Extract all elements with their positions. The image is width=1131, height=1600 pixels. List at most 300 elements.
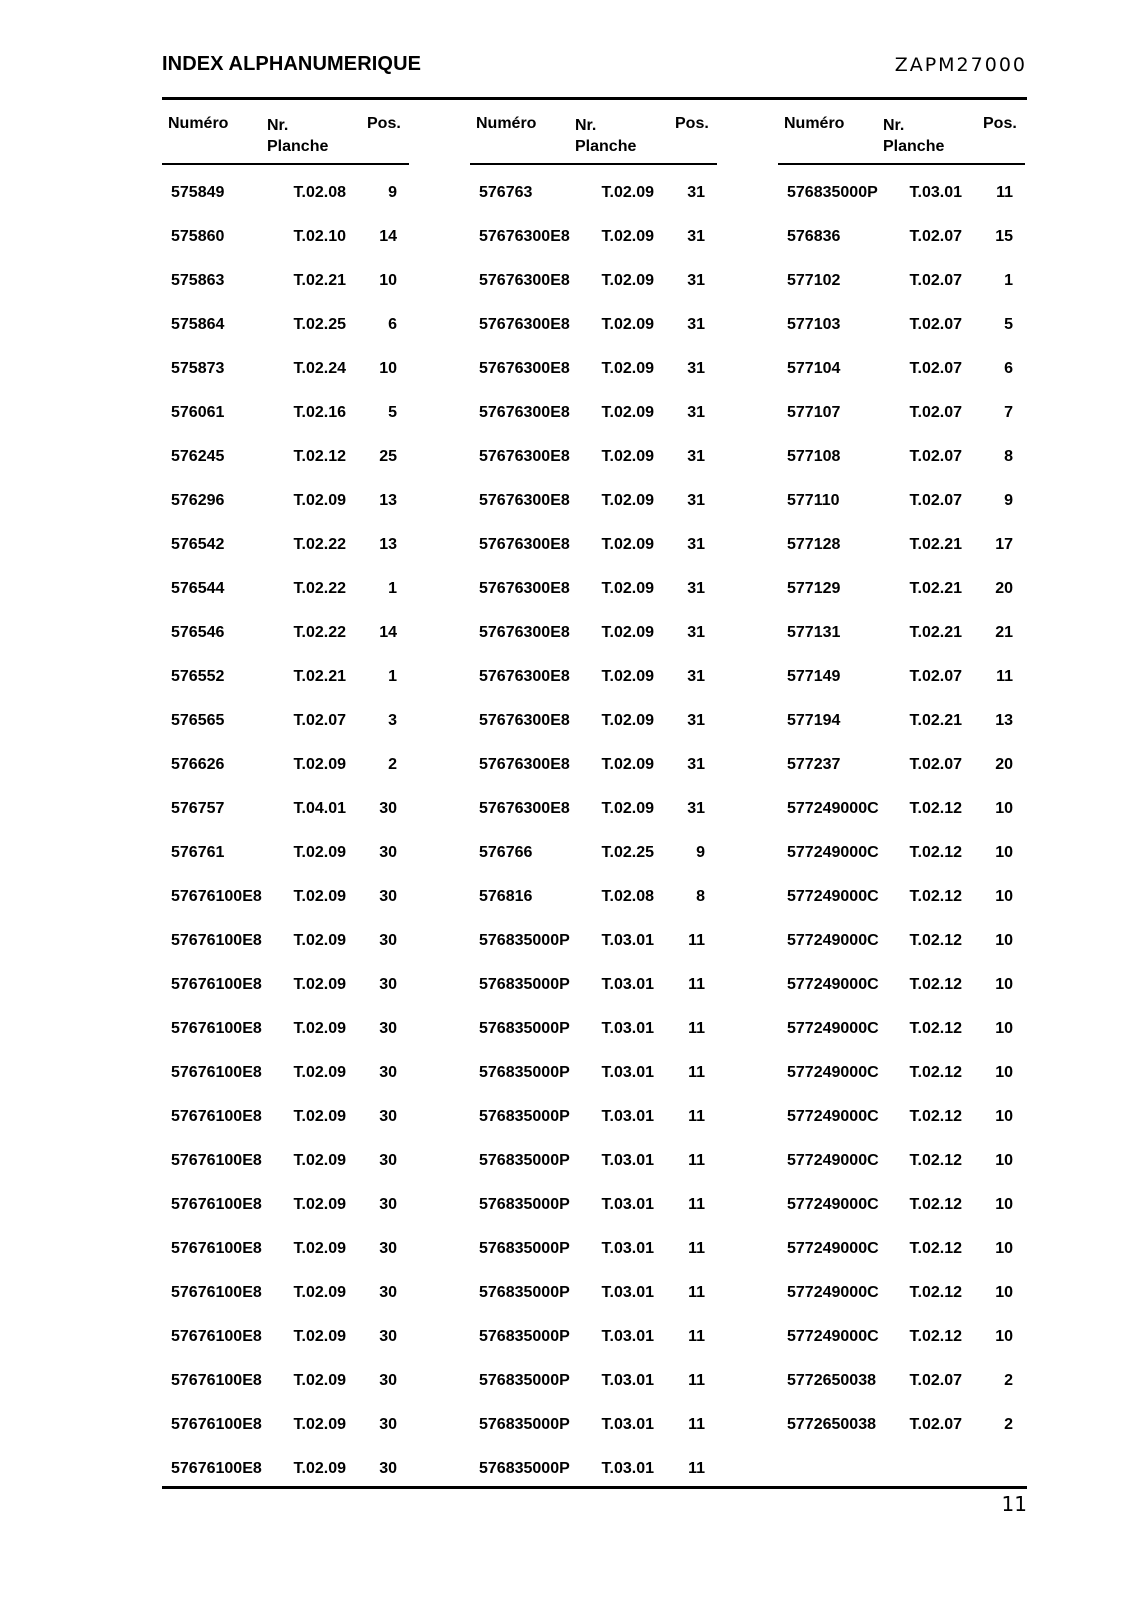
table-row <box>162 832 409 876</box>
header-planche: Planche <box>267 138 329 155</box>
table-row <box>778 260 1025 304</box>
planche-number: T.03.01 <box>601 1328 654 1345</box>
part-number: 576565 <box>171 712 225 729</box>
planche-number: T.02.09 <box>601 316 654 333</box>
part-number: 576816 <box>479 888 533 905</box>
planche-number: T.02.16 <box>293 404 346 421</box>
table-row <box>162 348 409 392</box>
table-row <box>778 216 1025 260</box>
planche-number: T.02.12 <box>909 1152 962 1169</box>
header-nr: Nr. <box>575 117 597 134</box>
part-number: 57676100E8 <box>171 1240 262 1257</box>
table-row <box>778 348 1025 392</box>
planche-number: T.02.22 <box>293 536 346 553</box>
part-number: 576835000P <box>479 1152 570 1169</box>
index-rows <box>778 172 1025 1448</box>
table-row <box>162 788 409 832</box>
table-row <box>470 1272 717 1316</box>
planche-number: T.03.01 <box>601 1240 654 1257</box>
position-number: 9 <box>388 184 397 201</box>
part-number: 577194 <box>787 712 841 729</box>
position-number: 30 <box>379 1064 397 1081</box>
position-number: 10 <box>995 800 1013 817</box>
part-number: 576835000P <box>479 1196 570 1213</box>
part-number: 577249000C <box>787 1328 879 1345</box>
position-number: 10 <box>995 1020 1013 1037</box>
planche-number: T.02.12 <box>909 1108 962 1125</box>
position-number: 31 <box>687 272 705 289</box>
part-number: 57676100E8 <box>171 1020 262 1037</box>
table-row <box>470 1052 717 1096</box>
part-number: 576835000P <box>479 1328 570 1345</box>
planche-number: T.02.09 <box>601 800 654 817</box>
position-number: 30 <box>379 888 397 905</box>
position-number: 10 <box>995 888 1013 905</box>
header-nr: Nr. <box>883 117 905 134</box>
part-number: 57676100E8 <box>171 1284 262 1301</box>
part-number: 576296 <box>171 492 225 509</box>
planche-number: T.02.09 <box>601 360 654 377</box>
table-row <box>778 744 1025 788</box>
planche-number: T.02.07 <box>909 316 962 333</box>
part-number: 576835000P <box>787 184 878 201</box>
table-row <box>470 524 717 568</box>
part-number: 576757 <box>171 800 225 817</box>
part-number: 57676300E8 <box>479 668 570 685</box>
planche-number: T.02.22 <box>293 580 346 597</box>
position-number: 30 <box>379 1328 397 1345</box>
part-number: 576835000P <box>479 976 570 993</box>
table-row <box>162 524 409 568</box>
part-number: 57676100E8 <box>171 1108 262 1125</box>
planche-number: T.02.07 <box>909 756 962 773</box>
part-number: 5772650038 <box>787 1372 876 1389</box>
planche-number: T.02.07 <box>909 668 962 685</box>
column-header <box>162 97 409 165</box>
part-number: 57676300E8 <box>479 712 570 729</box>
planche-number: T.03.01 <box>601 1196 654 1213</box>
part-number: 576245 <box>171 448 225 465</box>
part-number: 57676100E8 <box>171 1328 262 1345</box>
planche-number: T.02.09 <box>293 1416 346 1433</box>
position-number: 30 <box>379 1240 397 1257</box>
table-row <box>778 832 1025 876</box>
planche-number: T.02.25 <box>293 316 346 333</box>
position-number: 25 <box>379 448 397 465</box>
part-number: 577249000C <box>787 888 879 905</box>
part-number: 57676300E8 <box>479 624 570 641</box>
table-row <box>470 1184 717 1228</box>
planche-number: T.02.09 <box>601 536 654 553</box>
table-row <box>470 260 717 304</box>
position-number: 31 <box>687 712 705 729</box>
part-number: 576544 <box>171 580 225 597</box>
planche-number: T.02.07 <box>909 272 962 289</box>
position-number: 31 <box>687 492 705 509</box>
part-number: 577249000C <box>787 1240 879 1257</box>
planche-number: T.02.12 <box>909 1020 962 1037</box>
table-row <box>470 1360 717 1404</box>
table-row <box>778 1272 1025 1316</box>
part-number: 576835000P <box>479 1064 570 1081</box>
table-row <box>162 260 409 304</box>
planche-number: T.02.08 <box>293 184 346 201</box>
table-row <box>778 964 1025 1008</box>
planche-number: T.02.09 <box>293 888 346 905</box>
planche-number: T.02.08 <box>601 888 654 905</box>
planche-number: T.02.12 <box>909 932 962 949</box>
planche-number: T.02.07 <box>909 1372 962 1389</box>
planche-number: T.02.09 <box>293 1108 346 1125</box>
part-number: 576835000P <box>479 1240 570 1257</box>
table-row <box>162 1052 409 1096</box>
part-number: 577249000C <box>787 1284 879 1301</box>
table-row <box>778 392 1025 436</box>
position-number: 13 <box>995 712 1013 729</box>
position-number: 11 <box>688 1196 705 1213</box>
table-row <box>162 612 409 656</box>
planche-number: T.03.01 <box>601 1372 654 1389</box>
planche-number: T.02.09 <box>293 756 346 773</box>
table-row <box>778 1360 1025 1404</box>
table-row <box>470 304 717 348</box>
planche-number: T.02.09 <box>601 492 654 509</box>
part-number: 577249000C <box>787 932 879 949</box>
part-number: 575873 <box>171 360 225 377</box>
table-row <box>470 1140 717 1184</box>
page-title: INDEX ALPHANUMERIQUE <box>162 53 422 75</box>
planche-number: T.03.01 <box>909 184 962 201</box>
part-number: 576626 <box>171 756 225 773</box>
planche-number: T.02.07 <box>909 1416 962 1433</box>
position-number: 1 <box>388 668 397 685</box>
position-number: 11 <box>688 1372 705 1389</box>
table-row <box>162 304 409 348</box>
document-code: ZAPM27000 <box>894 54 1027 76</box>
header-nr: Nr. <box>267 117 289 134</box>
part-number: 577129 <box>787 580 841 597</box>
table-row <box>470 1316 717 1360</box>
table-row <box>162 1008 409 1052</box>
table-row <box>162 1272 409 1316</box>
position-number: 31 <box>687 316 705 333</box>
part-number: 577237 <box>787 756 841 773</box>
table-row <box>470 568 717 612</box>
index-rows <box>470 172 717 1492</box>
planche-number: T.02.12 <box>909 976 962 993</box>
table-row <box>778 480 1025 524</box>
part-number: 577249000C <box>787 976 879 993</box>
planche-number: T.02.22 <box>293 624 346 641</box>
table-row <box>778 656 1025 700</box>
planche-number: T.02.09 <box>601 756 654 773</box>
part-number: 577103 <box>787 316 841 333</box>
planche-number: T.02.09 <box>293 976 346 993</box>
position-number: 11 <box>688 1064 705 1081</box>
position-number: 13 <box>379 492 397 509</box>
position-number: 6 <box>388 316 397 333</box>
table-row <box>470 1404 717 1448</box>
position-number: 11 <box>688 1284 705 1301</box>
planche-number: T.02.07 <box>909 492 962 509</box>
position-number: 20 <box>995 756 1013 773</box>
part-number: 576835000P <box>479 1416 570 1433</box>
position-number: 31 <box>687 184 705 201</box>
part-number: 577128 <box>787 536 841 553</box>
planche-number: T.02.09 <box>601 624 654 641</box>
position-number: 10 <box>995 932 1013 949</box>
table-row <box>162 172 409 216</box>
position-number: 31 <box>687 668 705 685</box>
index-column-3 <box>778 97 1025 1448</box>
part-number: 577249000C <box>787 1108 879 1125</box>
position-number: 31 <box>687 360 705 377</box>
part-number: 576766 <box>479 844 533 861</box>
part-number: 57676100E8 <box>171 976 262 993</box>
planche-number: T.02.09 <box>293 1152 346 1169</box>
planche-number: T.02.09 <box>293 1284 346 1301</box>
part-number: 577249000C <box>787 1064 879 1081</box>
planche-number: T.02.09 <box>601 272 654 289</box>
position-number: 11 <box>688 1108 705 1125</box>
planche-number: T.02.21 <box>293 668 346 685</box>
position-number: 8 <box>1004 448 1013 465</box>
table-row <box>162 1404 409 1448</box>
header-nr-planche <box>883 115 944 157</box>
table-row <box>778 1316 1025 1360</box>
part-number: 577249000C <box>787 1152 879 1169</box>
table-row <box>470 612 717 656</box>
position-number: 30 <box>379 800 397 817</box>
part-number: 57676300E8 <box>479 800 570 817</box>
part-number: 57676300E8 <box>479 272 570 289</box>
planche-number: T.02.09 <box>293 1064 346 1081</box>
planche-number: T.02.09 <box>293 1240 346 1257</box>
position-number: 10 <box>995 1240 1013 1257</box>
part-number: 577249000C <box>787 800 879 817</box>
part-number: 57676100E8 <box>171 932 262 949</box>
part-number: 57676100E8 <box>171 1416 262 1433</box>
table-row <box>470 1096 717 1140</box>
planche-number: T.03.01 <box>601 1416 654 1433</box>
column-header <box>470 97 717 165</box>
table-row <box>470 744 717 788</box>
index-rows <box>162 172 409 1492</box>
table-row <box>162 480 409 524</box>
table-row <box>470 392 717 436</box>
planche-number: T.02.12 <box>293 448 346 465</box>
position-number: 11 <box>996 184 1013 201</box>
table-row <box>162 920 409 964</box>
part-number: 57676300E8 <box>479 448 570 465</box>
planche-number: T.03.01 <box>601 1460 654 1477</box>
planche-number: T.04.01 <box>293 800 346 817</box>
planche-number: T.02.25 <box>601 844 654 861</box>
position-number: 30 <box>379 1020 397 1037</box>
planche-number: T.02.07 <box>909 448 962 465</box>
planche-number: T.02.21 <box>293 272 346 289</box>
part-number: 577149 <box>787 668 841 685</box>
part-number: 576761 <box>171 844 225 861</box>
part-number: 57676300E8 <box>479 404 570 421</box>
table-row <box>778 1184 1025 1228</box>
position-number: 31 <box>687 800 705 817</box>
index-column-1 <box>162 97 409 1492</box>
part-number: 576835000P <box>479 932 570 949</box>
part-number: 57676300E8 <box>479 492 570 509</box>
header-pos: Pos. <box>983 115 1017 132</box>
planche-number: T.03.01 <box>601 932 654 949</box>
table-row <box>778 612 1025 656</box>
planche-number: T.02.09 <box>293 932 346 949</box>
planche-number: T.02.09 <box>293 1372 346 1389</box>
position-number: 31 <box>687 228 705 245</box>
part-number: 575849 <box>171 184 225 201</box>
position-number: 2 <box>1004 1416 1013 1433</box>
part-number: 57676300E8 <box>479 360 570 377</box>
column-header <box>778 97 1025 165</box>
planche-number: T.02.09 <box>293 1196 346 1213</box>
planche-number: T.02.07 <box>909 404 962 421</box>
table-row <box>470 788 717 832</box>
position-number: 11 <box>688 976 705 993</box>
table-row <box>778 524 1025 568</box>
part-number: 57676300E8 <box>479 536 570 553</box>
part-number: 576835000P <box>479 1108 570 1125</box>
part-number: 576835000P <box>479 1460 570 1477</box>
position-number: 30 <box>379 844 397 861</box>
position-number: 10 <box>379 360 397 377</box>
position-number: 1 <box>1004 272 1013 289</box>
table-row <box>778 1228 1025 1272</box>
planche-number: T.02.12 <box>909 844 962 861</box>
position-number: 30 <box>379 932 397 949</box>
planche-number: T.02.07 <box>909 228 962 245</box>
planche-number: T.02.09 <box>601 228 654 245</box>
table-row <box>778 700 1025 744</box>
part-number: 57676100E8 <box>171 888 262 905</box>
planche-number: T.02.07 <box>293 712 346 729</box>
position-number: 9 <box>696 844 705 861</box>
position-number: 14 <box>379 228 397 245</box>
planche-number: T.03.01 <box>601 1108 654 1125</box>
planche-number: T.02.12 <box>909 888 962 905</box>
position-number: 11 <box>688 932 705 949</box>
position-number: 3 <box>388 712 397 729</box>
table-row <box>162 876 409 920</box>
position-number: 30 <box>379 1284 397 1301</box>
position-number: 10 <box>995 1152 1013 1169</box>
header-numero: Numéro <box>476 115 537 132</box>
part-number: 577102 <box>787 272 841 289</box>
part-number: 5772650038 <box>787 1416 876 1433</box>
position-number: 13 <box>379 536 397 553</box>
table-row <box>470 656 717 700</box>
position-number: 31 <box>687 624 705 641</box>
position-number: 11 <box>688 1416 705 1433</box>
position-number: 30 <box>379 976 397 993</box>
part-number: 577249000C <box>787 844 879 861</box>
table-row <box>470 832 717 876</box>
position-number: 10 <box>995 1108 1013 1125</box>
table-row <box>162 436 409 480</box>
header-nr-planche <box>267 115 328 157</box>
table-row <box>470 920 717 964</box>
part-number: 577104 <box>787 360 841 377</box>
table-row <box>470 348 717 392</box>
table-row <box>778 304 1025 348</box>
position-number: 6 <box>1004 360 1013 377</box>
position-number: 30 <box>379 1108 397 1125</box>
table-row <box>470 172 717 216</box>
position-number: 2 <box>388 756 397 773</box>
position-number: 10 <box>995 1284 1013 1301</box>
table-row <box>778 1404 1025 1448</box>
position-number: 5 <box>1004 316 1013 333</box>
part-number: 57676100E8 <box>171 1460 262 1477</box>
planche-number: T.03.01 <box>601 1064 654 1081</box>
planche-number: T.02.09 <box>601 184 654 201</box>
position-number: 17 <box>995 536 1013 553</box>
position-number: 10 <box>995 1328 1013 1345</box>
table-row <box>162 216 409 260</box>
position-number: 15 <box>995 228 1013 245</box>
position-number: 10 <box>995 976 1013 993</box>
position-number: 30 <box>379 1460 397 1477</box>
planche-number: T.02.09 <box>293 1460 346 1477</box>
position-number: 31 <box>687 404 705 421</box>
part-number: 576542 <box>171 536 225 553</box>
part-number: 577110 <box>787 492 840 509</box>
planche-number: T.02.09 <box>293 1020 346 1037</box>
page-number: 11 <box>1001 1492 1027 1516</box>
planche-number: T.02.12 <box>909 1196 962 1213</box>
position-number: 7 <box>1004 404 1013 421</box>
index-column-2 <box>470 97 717 1492</box>
table-row <box>162 964 409 1008</box>
planche-number: T.02.07 <box>909 360 962 377</box>
table-row <box>778 876 1025 920</box>
position-number: 30 <box>379 1196 397 1213</box>
table-row <box>470 876 717 920</box>
part-number: 576835000P <box>479 1372 570 1389</box>
planche-number: T.02.12 <box>909 1240 962 1257</box>
table-row <box>470 700 717 744</box>
planche-number: T.02.24 <box>293 360 346 377</box>
table-row <box>778 788 1025 832</box>
header-planche: Planche <box>883 138 945 155</box>
part-number: 57676300E8 <box>479 580 570 597</box>
table-row <box>470 436 717 480</box>
position-number: 31 <box>687 756 705 773</box>
planche-number: T.02.09 <box>601 448 654 465</box>
position-number: 11 <box>688 1460 705 1477</box>
part-number: 577249000C <box>787 1196 879 1213</box>
part-number: 576552 <box>171 668 225 685</box>
table-row <box>470 964 717 1008</box>
planche-number: T.02.12 <box>909 1328 962 1345</box>
planche-number: T.02.12 <box>909 1064 962 1081</box>
planche-number: T.02.10 <box>293 228 346 245</box>
position-number: 11 <box>996 668 1013 685</box>
part-number: 576836 <box>787 228 841 245</box>
table-row <box>162 656 409 700</box>
header-pos: Pos. <box>367 115 401 132</box>
table-row <box>778 1096 1025 1140</box>
position-number: 10 <box>379 272 397 289</box>
planche-number: T.02.09 <box>293 844 346 861</box>
position-number: 21 <box>995 624 1013 641</box>
